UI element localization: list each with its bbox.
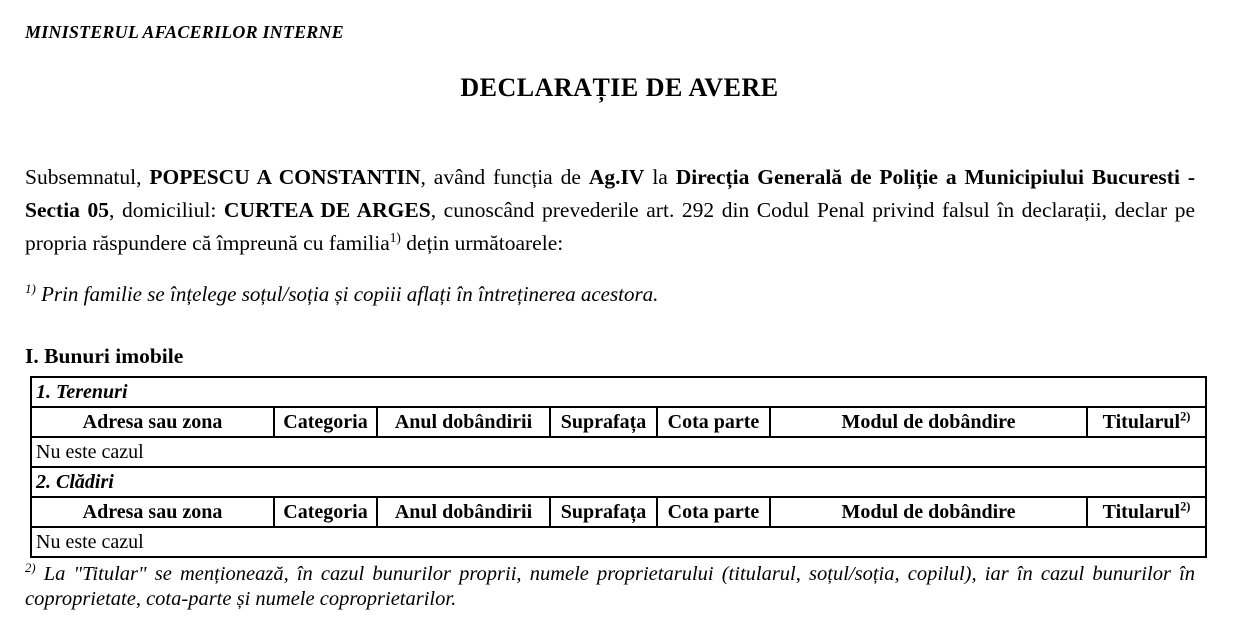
table-row bbox=[31, 467, 1206, 497]
declaration-document bbox=[0, 22, 1239, 633]
column-header-categoria: Categoria bbox=[274, 497, 377, 527]
footnote-1-text: Prin familie se înțelege soțul/soția și copiii aflați în întreținerea acestora. bbox=[41, 281, 659, 306]
table-row bbox=[31, 437, 1206, 467]
intro-segment: Subsemnatul, bbox=[25, 165, 150, 189]
intro-paragraph bbox=[25, 161, 1195, 260]
column-header-titular-label: Titularul bbox=[1102, 500, 1181, 523]
footnote-2-reference: 2) bbox=[1180, 408, 1191, 423]
document-body bbox=[25, 161, 1195, 612]
column-header-cota-parte: Cota parte bbox=[657, 407, 770, 437]
table-row bbox=[31, 497, 1206, 527]
page-title: DECLARAȚIE DE AVERE bbox=[460, 73, 779, 102]
empty-row-cladiri: Nu este cazul bbox=[31, 527, 1206, 557]
column-header-modul-dobandire: Modul de dobândire bbox=[770, 497, 1087, 527]
column-header-titular bbox=[1087, 497, 1206, 527]
column-header-cota-parte: Cota parte bbox=[657, 497, 770, 527]
footnote-2-text: La "Titular" se menționează, în cazul bunurilor proprii, numele proprietarului (titularul, soțul/soția, copilul), iar în cazul bunurilor în coproprietate, cota-parte și numele coproprietarilor. bbox=[25, 562, 1196, 610]
intro-segment: la bbox=[644, 165, 676, 189]
footnote-2-reference: 2) bbox=[1180, 498, 1191, 513]
column-header-titular-label: Titularul bbox=[1102, 410, 1181, 433]
ministry-header: MINISTERUL AFACERILOR INTERNE bbox=[25, 22, 344, 42]
footnote-1 bbox=[25, 282, 1195, 307]
intro-segment: , domiciliul: bbox=[109, 198, 224, 222]
section-heading-bunuri-imobile: I. Bunuri imobile bbox=[25, 343, 184, 368]
table-row bbox=[31, 527, 1206, 557]
column-header-suprafata: Suprafața bbox=[550, 497, 657, 527]
column-header-anul-dobandirii: Anul dobândirii bbox=[377, 497, 550, 527]
table-row bbox=[31, 377, 1206, 407]
declarant-name: POPESCU A CONSTANTIN bbox=[149, 165, 421, 189]
table-subsection-title-cladiri: 2. Clădiri bbox=[31, 467, 1206, 497]
declarant-domicile: CURTEA DE ARGES bbox=[223, 198, 431, 222]
assets-table bbox=[30, 376, 1207, 558]
column-header-anul-dobandirii: Anul dobândirii bbox=[377, 407, 550, 437]
declarant-function: Ag.IV bbox=[588, 165, 645, 189]
footnote-2 bbox=[25, 562, 1195, 612]
table-subsection-title-terenuri: 1. Terenuri bbox=[31, 377, 1206, 407]
column-header-adresa: Adresa sau zona bbox=[31, 407, 274, 437]
footnote-2-marker: 2) bbox=[25, 560, 36, 575]
column-header-adresa: Adresa sau zona bbox=[31, 497, 274, 527]
intro-segment: , cunoscând prevederile art. 292 din Codul Penal privind falsul în declarații, declar pe propria răspundere că împreună cu familia bbox=[25, 198, 1195, 255]
declarant-institution: Direcția Generală de Poliție a Municipiului Bucuresti - Sectia 05 bbox=[25, 165, 1195, 222]
footnote-1-marker: 1) bbox=[25, 280, 36, 296]
empty-row-terenuri: Nu este cazul bbox=[31, 437, 1206, 467]
intro-segment: , având funcția de bbox=[420, 165, 589, 189]
column-header-modul-dobandire: Modul de dobândire bbox=[770, 407, 1087, 437]
column-header-suprafata: Suprafața bbox=[550, 407, 657, 437]
table-row bbox=[31, 407, 1206, 437]
column-header-categoria: Categoria bbox=[274, 407, 377, 437]
column-header-titular bbox=[1087, 407, 1206, 437]
footnote-1-reference: 1) bbox=[389, 229, 401, 245]
intro-segment: dețin următoarele: bbox=[400, 231, 564, 255]
